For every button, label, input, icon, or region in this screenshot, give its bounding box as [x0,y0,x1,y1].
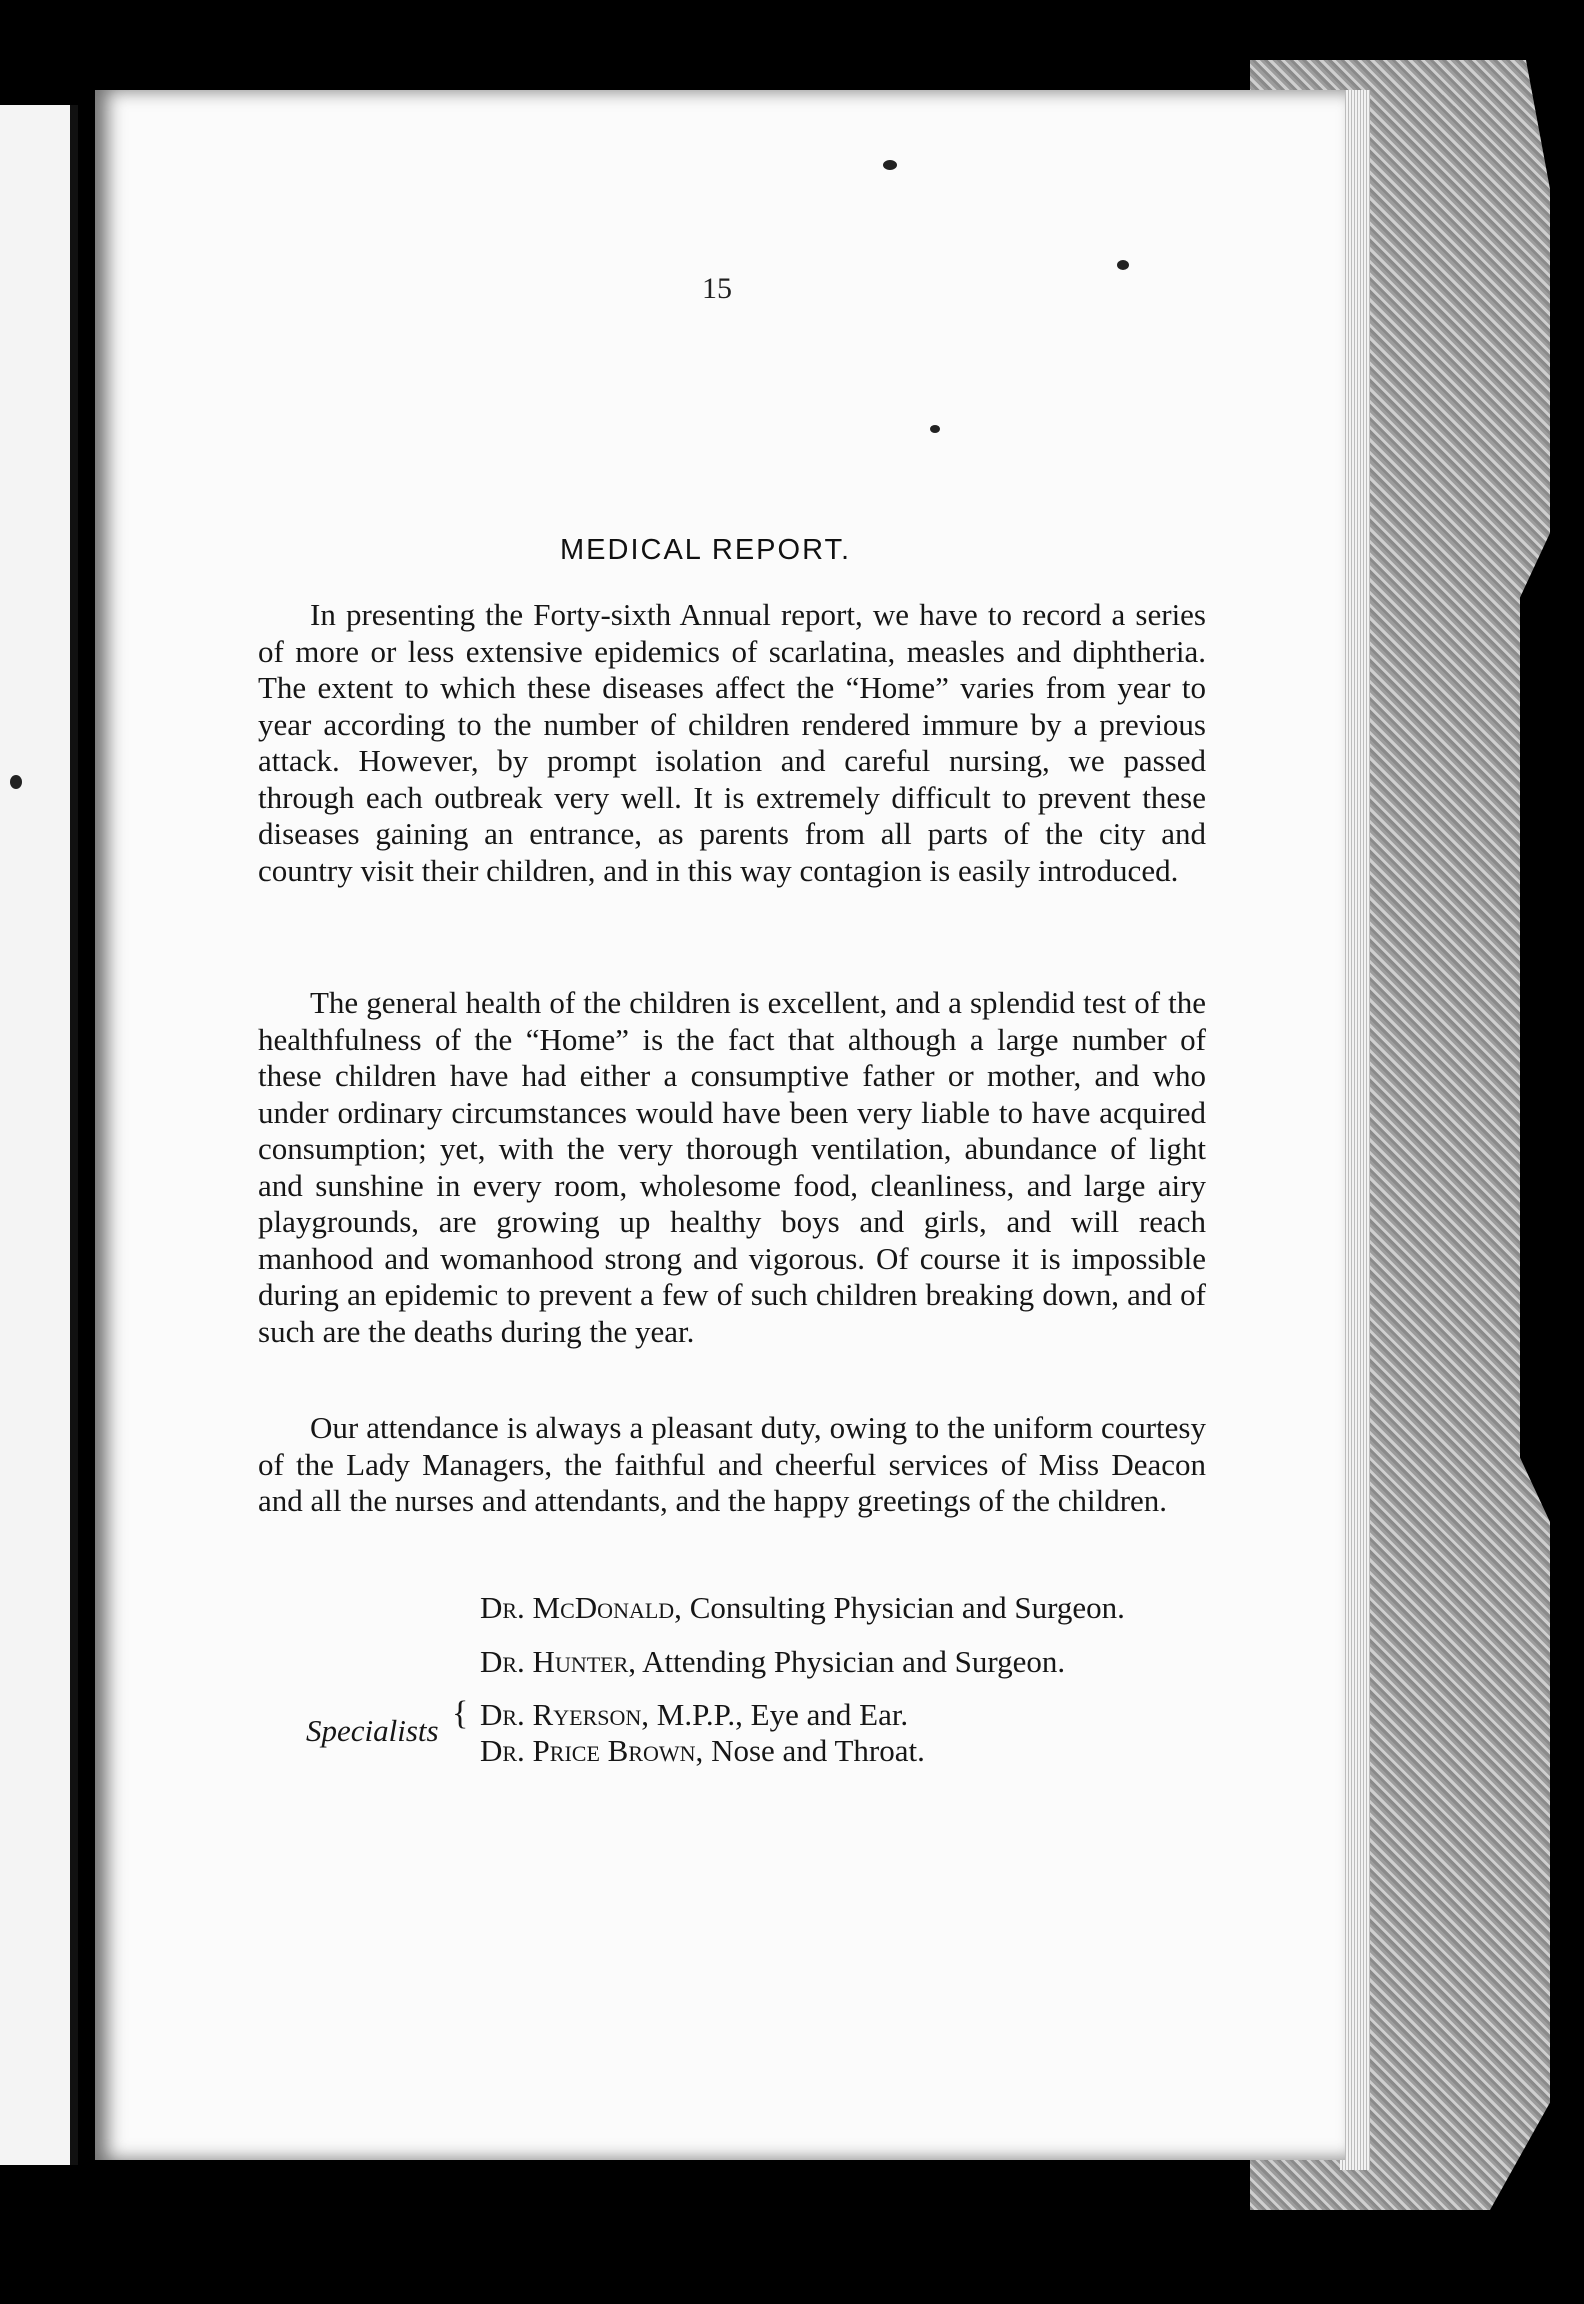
signature-attending [480,1644,1065,1680]
signature-specialist-eye [480,1697,908,1733]
signature-role: Nose and Throat. [711,1733,925,1768]
specialists-label: Specialists [306,1713,439,1748]
specialists-brace: { [452,1695,469,1732]
paragraph-attendance: Our attendance is always a pleasant duty, owing to the uniform courtesy of the Lady Managers, the faithful and cheerful services of Miss Deacon and all the nurses and attendants, and the happy greetings of the children. [258,1410,1206,1518]
dust-speck [10,775,22,789]
page-title: MEDICAL REPORT. [560,534,852,566]
dust-speck [883,160,897,170]
signature-role: Consulting Physician and Surgeon. [689,1590,1125,1625]
page-number: 15 [702,272,732,305]
paragraph-health: The general health of the children is excellent, and a splendid test of the healthfulness of the “Home” is the fact that although a large number of these children have had either a consumptive father or mother, and who under ordinary circumstances would have been very liable to have acquired consumption; yet, with the very thorough ventilation, abundance of light and sunshine in every room, wholesome food, cleanliness, and large airy playgrounds, are growing up healthy boys and girls, and will reach manhood and womanhood strong and vigorous. Of course it is impossible during an epidemic to prevent a few of such children breaking down, and of such are the deaths during the year. [258,985,1206,1349]
signature-consulting [480,1590,1125,1626]
signature-name: Dr. Ryerson, M.P.P., [480,1697,743,1732]
signature-specialist-nose [480,1733,925,1769]
signature-role: Eye and Ear. [750,1697,909,1732]
signature-name: Dr. Hunter, [480,1644,637,1679]
signature-role: Attending Physician and Surgeon. [642,1644,1066,1679]
facing-page-edge [0,105,78,2165]
dust-speck [1117,260,1129,270]
paragraph-intro: In presenting the Forty-sixth Annual report, we have to record a series of more or less extensive epidemics of scarlatina, measles and diphtheria. The extent to which these diseases affect the “Home” varies from year to year according to the number of children rendered immure by a previous attack. However, by prompt isolation and careful nursing, we passed through each outbreak very well. It is extremely difficult to prevent these diseases gaining an entrance, as parents from all parts of the city and country visit their children, and in this way contagion is easily introduced. [258,597,1206,888]
signature-name: Dr. Price Brown, [480,1733,704,1768]
dust-speck [930,425,940,433]
signature-name: Dr. McDonald, [480,1590,682,1625]
